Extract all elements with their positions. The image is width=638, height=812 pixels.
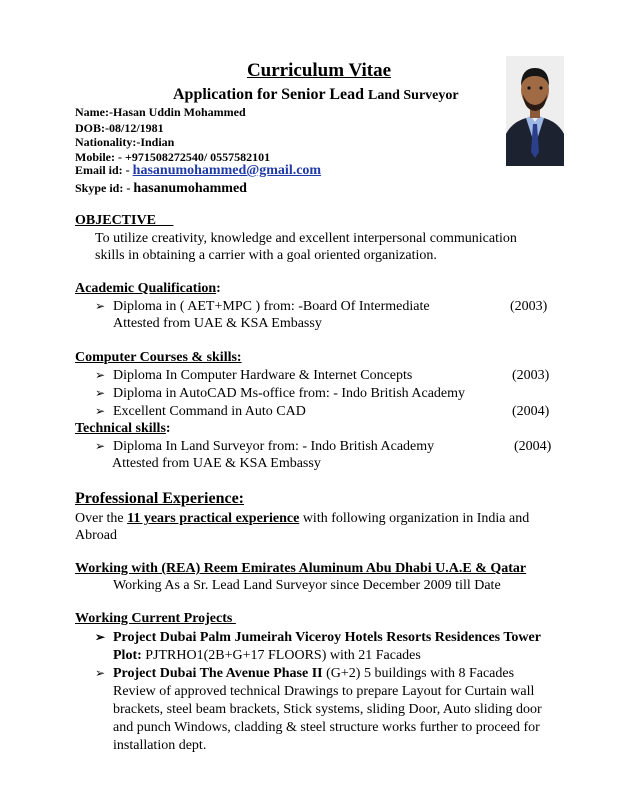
computer-item-1 bbox=[95, 368, 412, 384]
technical-item-1-sub: Attested from UAE & KSA Embassy bbox=[112, 456, 321, 471]
arrow-bullet-icon: ➢ bbox=[95, 386, 106, 400]
technical-item-1-year: (2004) bbox=[514, 439, 552, 454]
project-1-plot bbox=[113, 648, 421, 664]
project-2-line-2: Review of approved technical Drawings to prepare Layout for Curtain wall bbox=[113, 684, 535, 699]
computer-item-3-text: Excellent Command in Auto CAD bbox=[113, 404, 306, 419]
arrow-bullet-icon: ➢ bbox=[95, 666, 106, 680]
profile-photo-icon bbox=[506, 56, 564, 166]
work-heading: Working with (REA) Reem Emirates Aluminum Abu Dhabi U.A.E & Qatar bbox=[75, 561, 527, 576]
skype-label: Skype id: - bbox=[75, 181, 134, 195]
academic-heading: Academic Qualification bbox=[75, 281, 217, 296]
academic-item-1-year: (2003) bbox=[510, 299, 548, 314]
cv-subtitle bbox=[173, 86, 459, 104]
work-line: Working As a Sr. Lead Land Surveyor since December 2009 till Date bbox=[113, 578, 501, 593]
subtitle-main: Application for Senior Lead bbox=[173, 86, 368, 103]
project-1-plot-label: Plot: bbox=[113, 648, 146, 663]
experience-heading: Professional Experience: bbox=[75, 490, 245, 507]
computer-item-3 bbox=[95, 404, 306, 420]
project-1-plot-text: PJTRHO1(2B+G+17 FLOORS) with 21 Facades bbox=[145, 648, 421, 663]
project-2-title-rest: (G+2) 5 buildings with 8 Facades bbox=[322, 666, 515, 681]
academic-heading-wrap bbox=[75, 281, 221, 297]
academic-item-1-sub: Attested from UAE & KSA Embassy bbox=[113, 316, 322, 331]
objective-line-1: To utilize creativity, knowledge and excellent interpersonal communication bbox=[95, 231, 517, 246]
technical-colon: : bbox=[165, 421, 171, 436]
computer-item-3-year: (2004) bbox=[512, 404, 550, 419]
computer-item-2 bbox=[95, 386, 465, 402]
academic-colon: : bbox=[216, 281, 221, 296]
technical-item-1 bbox=[95, 439, 434, 455]
academic-item-1-text: Diploma in ( AET+MPC ) from: -Board Of Intermediate bbox=[113, 299, 430, 314]
experience-line-1-pre: Over the bbox=[75, 511, 128, 526]
name-line: Name:-Hasan Uddin Mohammed bbox=[75, 105, 246, 119]
nationality-line: Nationality:-Indian bbox=[75, 135, 175, 149]
computer-heading: Computer Courses & skills: bbox=[75, 350, 242, 365]
email-line bbox=[75, 163, 321, 179]
objective-line-2: skills in obtaining a carrier with a goal oriented organization. bbox=[95, 248, 437, 263]
projects-heading: Working Current Projects bbox=[75, 611, 236, 626]
arrow-bullet-icon: ➢ bbox=[95, 299, 106, 313]
skype-line bbox=[75, 181, 247, 197]
objective-heading: OBJECTIVE bbox=[75, 213, 174, 228]
computer-item-1-year: (2003) bbox=[512, 368, 550, 383]
arrow-bullet-icon: ➢ bbox=[95, 630, 106, 644]
technical-heading: Technical skills bbox=[75, 421, 166, 436]
dob-line: DOB:-08/12/1981 bbox=[75, 121, 164, 135]
cv-title: Curriculum Vitae bbox=[246, 60, 392, 81]
experience-line-1-post: with following organization in India and bbox=[299, 511, 530, 526]
project-2-line-3: brackets, steel beam brackets, Stick systems, sliding Door, Auto sliding door bbox=[113, 702, 542, 717]
computer-item-1-text: Diploma In Computer Hardware & Internet Concepts bbox=[113, 368, 413, 383]
technical-item-1-text: Diploma In Land Surveyor from: - Indo British Academy bbox=[113, 439, 435, 454]
experience-line-1 bbox=[75, 511, 529, 527]
project-2-line-5: installation dept. bbox=[113, 738, 207, 753]
project-2-title-text: Project Dubai The Avenue Phase II bbox=[113, 666, 323, 681]
project-1-title-text: Project Dubai Palm Jumeirah Viceroy Hotels Resorts Residences Tower bbox=[113, 630, 541, 645]
project-1-title bbox=[95, 630, 541, 646]
project-2-title bbox=[95, 666, 514, 682]
subtitle-small: Land Surveyor bbox=[367, 88, 459, 103]
arrow-bullet-icon: ➢ bbox=[95, 404, 106, 418]
email-label: Email id: - bbox=[75, 163, 133, 177]
arrow-bullet-icon: ➢ bbox=[95, 368, 106, 382]
arrow-bullet-icon: ➢ bbox=[95, 439, 106, 453]
skype-id: hasanumohammed bbox=[133, 181, 247, 196]
computer-item-2-text: Diploma in AutoCAD Ms-office from: - Indo British Academy bbox=[113, 386, 466, 401]
technical-heading-wrap bbox=[75, 421, 171, 437]
email-link[interactable]: hasanumohammed@gmail.com bbox=[132, 163, 322, 178]
experience-line-2: Abroad bbox=[75, 528, 117, 543]
experience-highlight: 11 years practical experience bbox=[127, 511, 300, 526]
project-2-line-4: and punch Windows, cladding & steel structure works further to proceed for bbox=[113, 720, 540, 735]
academic-item-1 bbox=[95, 299, 430, 315]
mobile-line: Mobile: - +971508272540/ 0557582101 bbox=[75, 150, 271, 164]
